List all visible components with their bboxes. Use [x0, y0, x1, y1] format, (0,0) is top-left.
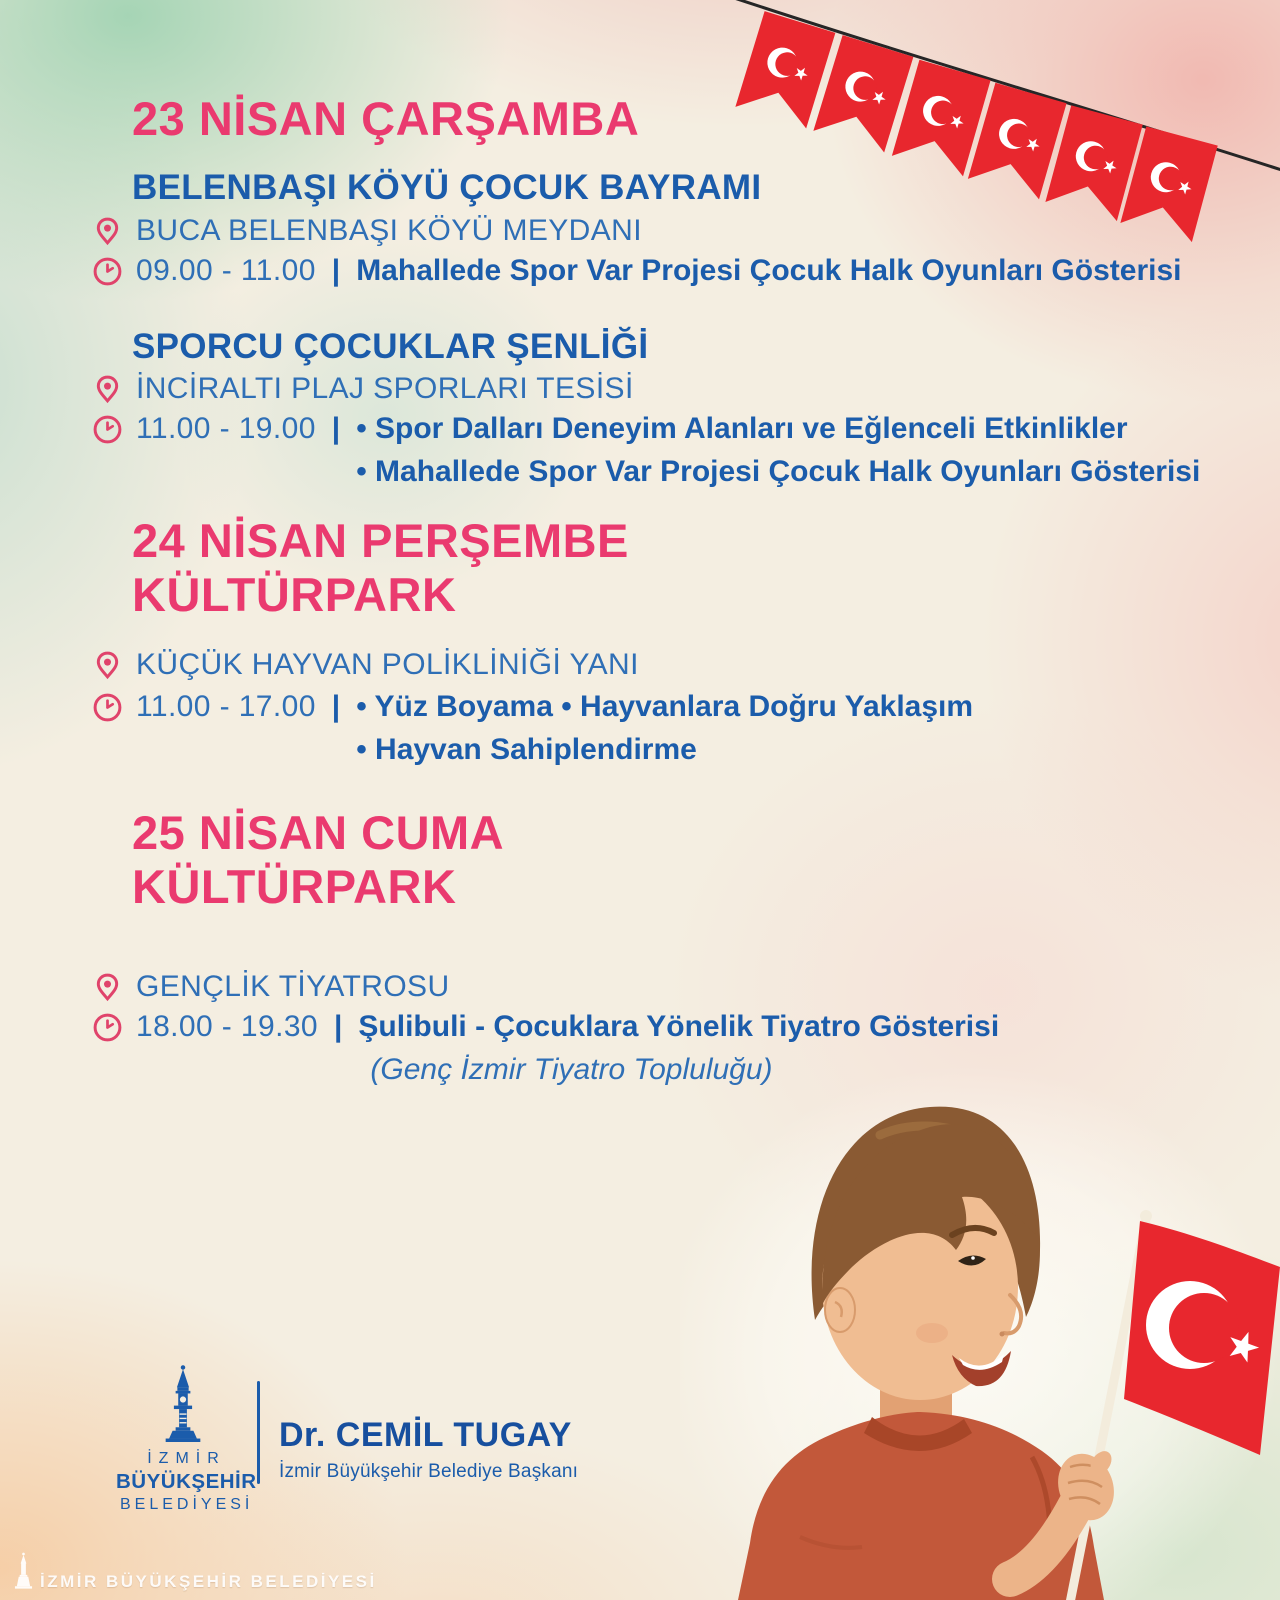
day1-event1-location-row — [92, 212, 642, 250]
clock-icon — [92, 256, 123, 287]
day3-description-1: Şulibuli - Çocuklara Yönelik Tiyatro Gösterisi — [358, 1010, 1000, 1043]
mayor-title: İzmir Büyükşehir Belediye Başkanı — [279, 1461, 579, 1482]
day1-event2-description-2: • Mahallede Spor Var Projesi Çocuk Halk Oyunları Gösterisi — [356, 455, 1201, 488]
day1-event2-location-row — [92, 370, 634, 408]
day3-time: 18.00 - 19.30 — [136, 1010, 319, 1043]
day1-event1-title: BELENBAŞI KÖYÜ ÇOCUK BAYRAMI — [132, 168, 762, 207]
day1-event1-time-row — [92, 252, 1181, 290]
day2-description-1: • Yüz Boyama • Hayvanlara Doğru Yaklaşım — [356, 690, 974, 723]
day3-time-row — [92, 1008, 999, 1089]
clock-tower-icon — [154, 1364, 212, 1442]
separator-pipe: | — [334, 1010, 343, 1043]
day2-location-row — [92, 646, 639, 684]
day2-date-heading — [132, 514, 629, 622]
separator-pipe: | — [331, 412, 341, 445]
watermark-text: İZMİR BÜYÜKŞEHİR BELEDİYESİ — [40, 1572, 377, 1591]
separator-pipe: | — [331, 254, 341, 287]
day1-event2-time-row — [92, 410, 1200, 491]
mayor-signature-block — [279, 1416, 578, 1483]
day1-event2-title: SPORCU ÇOCUKLAR ŞENLİĞİ — [132, 327, 649, 366]
clock-icon — [92, 414, 123, 445]
location-pin-icon — [92, 650, 123, 681]
day3-location: GENÇLİK TİYATROSU — [136, 970, 450, 1003]
watermark — [14, 1552, 377, 1592]
day3-description-2: (Genç İzmir Tiyatro Topluluğu) — [370, 1053, 773, 1086]
day3-date-line1: 25 NİSAN CUMA — [132, 806, 505, 859]
mayor-name: Dr. CEMİL TUGAY — [279, 1416, 572, 1454]
day1-event1-description: Mahallede Spor Var Projesi Çocuk Halk Oyunları Gösterisi — [356, 254, 1182, 287]
separator-pipe: | — [331, 690, 341, 723]
day1-event2-location: İNCİRALTI PLAJ SPORLARI TESİSİ — [136, 372, 634, 405]
location-pin-icon — [92, 374, 123, 405]
day2-time-row — [92, 688, 973, 769]
day3-location-row — [92, 968, 450, 1006]
location-pin-icon — [92, 972, 123, 1003]
day3-date-heading — [132, 806, 504, 914]
footer-divider — [257, 1381, 260, 1484]
day1-event1-location: BUCA BELENBAŞI KÖYÜ MEYDANI — [136, 214, 642, 247]
day2-location: KÜÇÜK HAYVAN POLİKLİNİĞİ YANI — [136, 648, 639, 681]
municipality-logo — [116, 1364, 257, 1514]
day3-date-line2: KÜLTÜRPARK — [132, 860, 457, 913]
day2-description-2: • Hayvan Sahiplendirme — [356, 733, 697, 766]
day2-date-line2: KÜLTÜRPARK — [132, 568, 457, 621]
day1-event2-description-1: • Spor Dalları Deneyim Alanları ve Eğlenceli Etkinlikler — [356, 412, 1128, 445]
clock-tower-watermark-icon — [14, 1552, 33, 1592]
logo-text-belediyesi: BELEDİYESİ — [120, 1496, 254, 1513]
day1-event1-time: 09.00 - 11.00 — [136, 254, 316, 287]
logo-text-izmir: İZMİR — [147, 1450, 226, 1467]
flag-bunting — [700, 0, 1280, 266]
child-with-flag-photo — [680, 1055, 1280, 1600]
clock-icon — [92, 1012, 123, 1043]
day2-time: 11.00 - 17.00 — [136, 690, 316, 723]
day1-date-text: 23 NİSAN ÇARŞAMBA — [132, 92, 640, 145]
day2-date-line1: 24 NİSAN PERŞEMBE — [132, 514, 629, 567]
clock-icon — [92, 692, 123, 723]
logo-text-buyuksehir: BÜYÜKŞEHİR — [116, 1470, 257, 1493]
location-pin-icon — [92, 216, 123, 247]
day1-date-heading — [132, 92, 639, 146]
day1-event2-time: 11.00 - 19.00 — [136, 412, 316, 445]
